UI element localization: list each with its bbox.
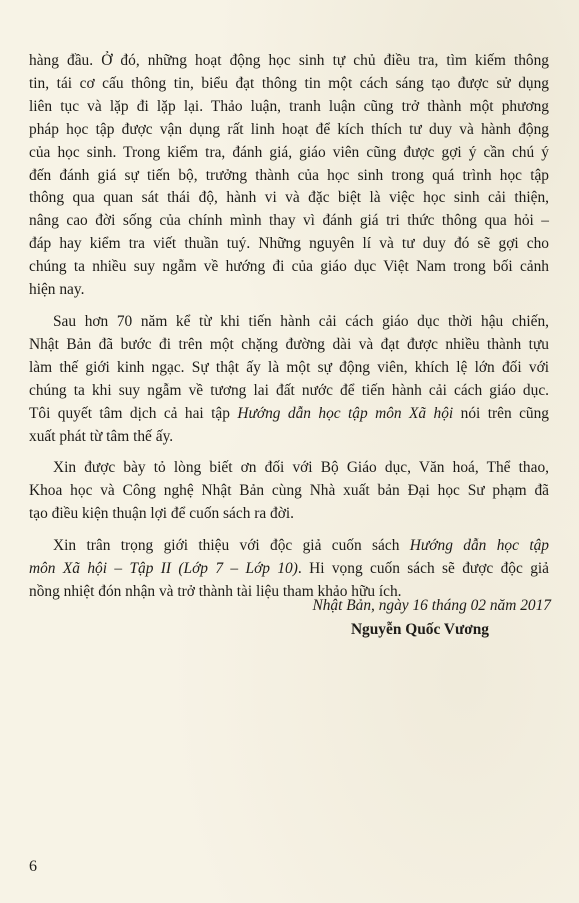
paragraph-2 bbox=[29, 311, 549, 448]
text-line: nồng nhiệt đón nhận và trở thành tài liệu tham khảo hữu ích. bbox=[29, 582, 402, 600]
text-line: Khoa học và Công nghệ Nhật Bản cùng Nhà xuất bản Đại học Sư phạm đã bbox=[29, 482, 549, 500]
paragraph-spacer bbox=[29, 526, 549, 535]
text-line: Xin trân trọng giới thiệu với độc giả cuốn sách Hướng dẫn học tập bbox=[53, 537, 549, 555]
text-line: hiện nay. bbox=[29, 281, 85, 299]
text-line: hàng đầu. Ở đó, những hoạt động học sinh tự chủ điều tra, tìm kiếm thông bbox=[29, 52, 549, 69]
author-name: Nguyễn Quốc Vương bbox=[350, 621, 489, 638]
paragraph-1 bbox=[29, 50, 549, 302]
text-line: Nhật Bản đã bước đi trên một chặng đường dài và đạt được nhiều thành tựu bbox=[29, 335, 549, 353]
book-title-italic: môn Xã hội – Tập II (Lớp 7 – Lớp 10) bbox=[29, 560, 298, 578]
text-line: đến đánh giá sự tiến bộ, trưởng thành của học sinh trong quá trình học tập bbox=[29, 166, 549, 184]
text-line: xuất phát từ tâm thế ấy. bbox=[29, 427, 174, 445]
text-line: tạo điều kiện thuận lợi để cuốn sách ra đời. bbox=[29, 505, 295, 523]
text-line: nâng cao đời sống của chính mình thay vì đánh giá tri thức thông qua hỏi – bbox=[29, 212, 549, 230]
place-date-line: Nhật Bản, ngày 16 tháng 02 năm 2017 bbox=[312, 597, 551, 614]
text-line: Xin được bày tỏ lòng biết ơn đối với Bộ Giáo dục, Văn hoá, Thể thao, bbox=[53, 459, 549, 477]
paragraph-spacer bbox=[29, 302, 549, 311]
paragraph-3 bbox=[29, 457, 549, 526]
text-line: tin, tái cơ cấu thông tin, biểu đạt thông tin một cách sáng tạo được sử dụng bbox=[29, 74, 549, 92]
text-line: môn Xã hội – Tập II (Lớp 7 – Lớp 10). Hi vọng cuốn sách sẽ được độc giả bbox=[29, 560, 549, 578]
paragraph-4 bbox=[29, 535, 549, 604]
text-line: thông qua quan sát thái độ, hành vi và đặc biệt là việc học sinh cải thiện, bbox=[29, 189, 549, 207]
book-title-italic: Hướng dẫn học tập môn Xã hội bbox=[237, 404, 454, 422]
text-line: chúng ta khi suy ngẫm về tương lai đất nước để tiến hành cải cách giáo dục. bbox=[29, 381, 549, 399]
page-number: 6 bbox=[29, 858, 37, 875]
text-line: đáp hay kiểm tra viết thuần tuý. Những nguyên lí và tư duy đó sẽ gợi cho bbox=[29, 235, 549, 253]
text-line: của học sinh. Trong kiểm tra, đánh giá, giáo viên cũng được gợi ý cần chú ý bbox=[29, 143, 549, 161]
text-line: Sau hơn 70 năm kể từ khi tiến hành cải cách giáo dục thời hậu chiến, bbox=[53, 312, 549, 330]
text-line: chúng ta nhiều suy ngẫm về hướng đi của giáo dục Việt Nam trong bối cảnh bbox=[29, 258, 549, 276]
body-text bbox=[29, 50, 549, 604]
paragraph-spacer bbox=[29, 448, 549, 457]
text-line: Tôi quyết tâm dịch cả hai tập Hướng dẫn học tập môn Xã hội nói trên cũng bbox=[29, 404, 549, 422]
text-line: liên tục và lặp đi lặp lại. Thảo luận, tranh luận cũng trở thành một phương bbox=[29, 97, 549, 115]
text-line: pháp học tập được vận dụng rất linh hoạt để kích thích tư duy và hành động bbox=[29, 120, 549, 138]
book-title-italic: Hướng dẫn học tập bbox=[409, 537, 549, 555]
text-line: làm thế giới kinh ngạc. Sự thật ấy là một sự động viên, khích lệ lớn đối với bbox=[29, 358, 549, 376]
